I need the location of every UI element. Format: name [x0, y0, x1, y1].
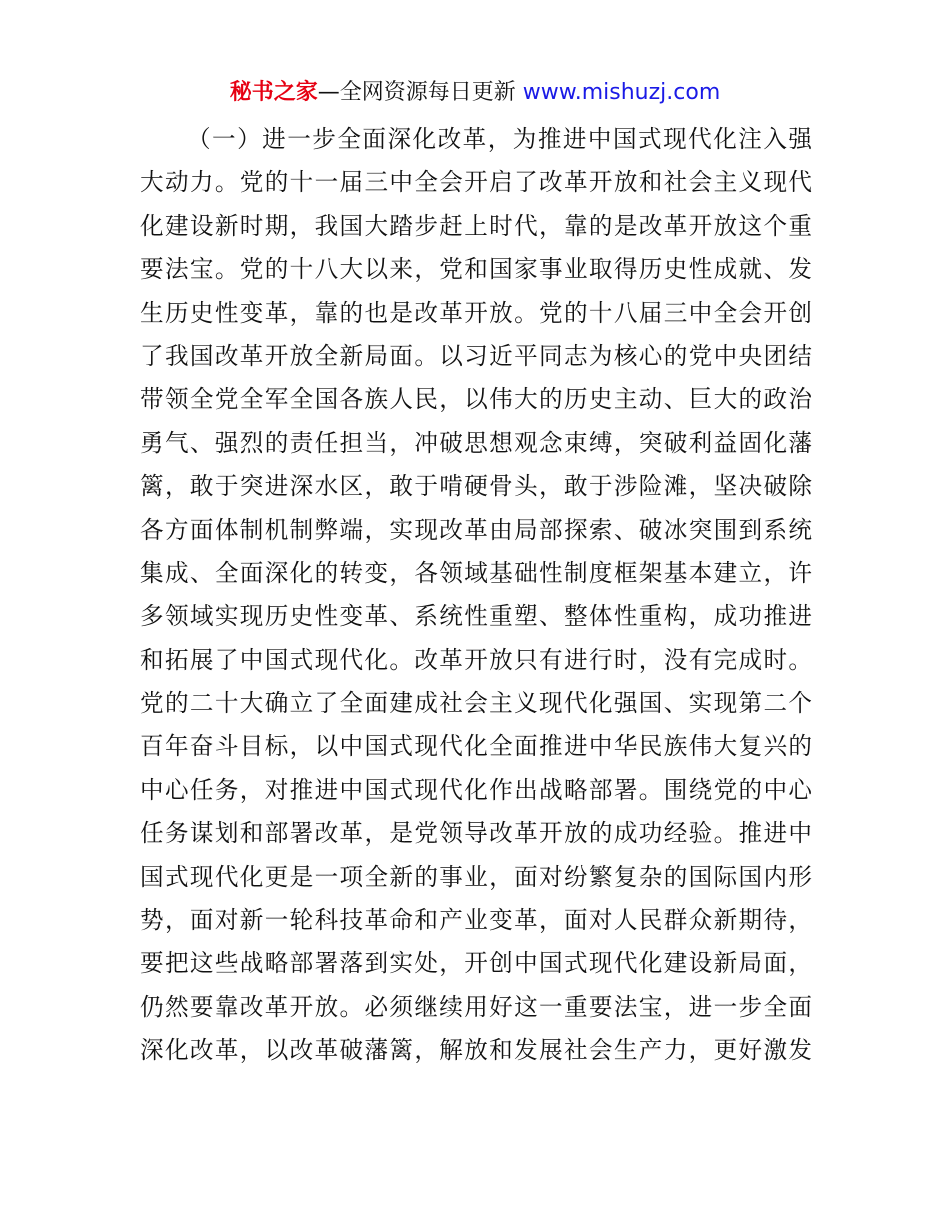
header-slogan: —全网资源每日更新	[317, 80, 516, 105]
text-line: 大动力。党的十一届三中全会开启了改革开放和社会主义现代	[140, 168, 812, 197]
text-line: 勇气、强烈的责任担当，冲破思想观念束缚，突破利益固化藩	[140, 428, 812, 457]
text-line: 百年奋斗目标，以中国式现代化全面推进中华民族伟大复兴的	[140, 732, 812, 761]
text-line: 要把这些战略部署落到实处，开创中国式现代化建设新局面，	[140, 949, 812, 978]
text-line: 势，面对新一轮科技革命和产业变革，面对人民群众新期待，	[140, 906, 812, 935]
body-paragraph	[140, 118, 812, 1073]
text-line: 篱，敢于突进深水区，敢于啃硬骨头，敢于涉险滩，坚决破除	[140, 472, 812, 501]
text-line: 要法宝。党的十八大以来，党和国家事业取得历史性成就、发	[140, 255, 812, 284]
text-line: 国式现代化更是一项全新的事业，面对纷繁复杂的国际国内形	[140, 862, 812, 891]
text-line: 中心任务，对推进中国式现代化作出战略部署。围绕党的中心	[140, 775, 812, 804]
brand-name: 秘书之家	[229, 80, 318, 105]
text-line: 各方面体制机制弊端，实现改革由局部探索、破冰突围到系统	[140, 515, 812, 544]
text-line: 集成、全面深化的转变，各领域基础性制度框架基本建立，许	[140, 558, 812, 587]
text-line: 党的二十大确立了全面建成社会主义现代化强国、实现第二个	[140, 689, 812, 718]
text-line: 任务谋划和部署改革，是党领导改革开放的成功经验。推进中	[140, 819, 812, 848]
text-line: 深化改革，以改革破藩篱，解放和发展社会生产力，更好激发	[140, 1036, 812, 1065]
text-line: 带领全党全军全国各族人民，以伟大的历史主动、巨大的政治	[140, 385, 812, 414]
text-line: 多领域实现历史性变革、系统性重塑、整体性重构，成功推进	[140, 602, 812, 631]
text-line: 仍然要靠改革开放。必须继续用好这一重要法宝，进一步全面	[140, 992, 812, 1021]
text-line: 和拓展了中国式现代化。改革开放只有进行时，没有完成时。	[140, 645, 812, 674]
text-line: 了我国改革开放全新局面。以习近平同志为核心的党中央团结	[140, 341, 812, 370]
text-line: 生历史性变革，靠的也是改革开放。党的十八届三中全会开创	[140, 298, 812, 327]
text-line: （一）进一步全面深化改革，为推进中国式现代化注入强	[187, 125, 812, 153]
site-url-link[interactable]: www.mishuzj.com	[522, 80, 721, 105]
site-header	[0, 76, 950, 110]
text-line: 化建设新时期，我国大踏步赶上时代，靠的是改革开放这个重	[140, 211, 812, 240]
